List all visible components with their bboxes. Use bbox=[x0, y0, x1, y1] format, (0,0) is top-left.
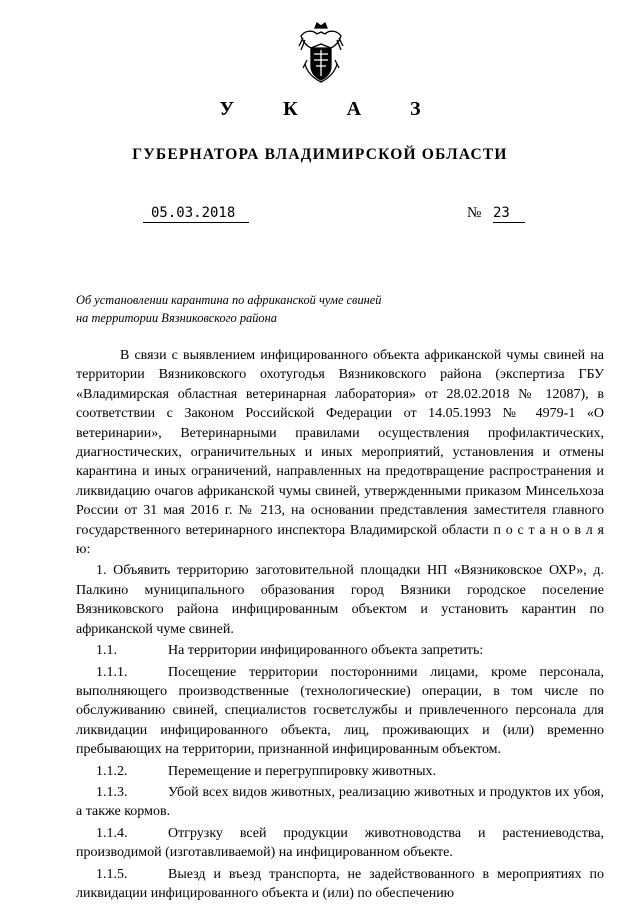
item-1-1-5 bbox=[76, 865, 604, 904]
preamble: В связи с выявлением инфицированного объекта африканской чумы свиней на территории Вязниковского охотугодья Вязниковского района (экспертиза ГБУ «Владимирская областная ветеринарная лаборатория» от 28.02.2018 № 12087), в соответствии с Законом Российской Федерации от 14.05.1993 № 4979-1 «О ветеринарии», Ветеринарными правилами осуществления профилактических, диагностических, ограничительных и иных мероприятий, установления и отмены карантина и иных ограничений, направленных на предотвращение распространения и ликвидацию очагов африканской чумы свиней, утвержденными приказом Минсельхоза России от 31 мая 2016 г. № 213, на основании представления заместителя главного государственного ветеринарного инспектора Владимирской области п о с т а н о в л я ю: bbox=[76, 348, 604, 558]
item-text: Посещение территории посторонними лицами, кроме персонала, выполняющего производственные (технологические) операции, в том числе по обслуживанию свиней, специалистов госветслужбы и привлеченного персонала для ликвидации инфицированного объекта, лиц, проживающих и (или) временно пребывающих на территории, признанной инфицированным объектом. bbox=[76, 664, 604, 758]
item-1-1-2 bbox=[76, 762, 604, 781]
document-subtitle: ГУБЕРНАТОРА ВЛАДИМИРСКОЙ ОБЛАСТИ bbox=[132, 146, 508, 163]
document-body bbox=[76, 346, 604, 903]
item-text: На территории инфицированного объекта запретить: bbox=[168, 643, 484, 659]
item-number: 1.1.1. bbox=[96, 664, 128, 680]
item-number: 1.1.5. bbox=[96, 866, 128, 882]
item-1: 1. Объявить территорию заготовительной площадки НП «Вязниковское ОХР», д. Палкино муниципального образования город Вязники городское поселение Вязниковского района инфицированным объектом и установить карантин по африканской чуме свиней. bbox=[76, 563, 604, 637]
item-text: Выезд и въезд транспорта, не задействованного в мероприятиях по ликвидации инфицированного объекта и (или) по обеспечению bbox=[76, 866, 604, 901]
item-text: Убой всех видов животных, реализацию животных и продуктов их убоя, а также кормов. bbox=[76, 784, 604, 820]
item-1-1-1 bbox=[76, 663, 604, 760]
item-number: 1.1. bbox=[96, 643, 117, 659]
item-1-1-3 bbox=[76, 783, 604, 822]
document-title: У К А З bbox=[219, 98, 443, 120]
document-number: 23 bbox=[493, 205, 525, 223]
coat-of-arms-icon bbox=[295, 20, 347, 84]
item-number: 1.1.4. bbox=[96, 825, 128, 841]
document-number-label: № bbox=[467, 205, 482, 221]
item-1-1 bbox=[76, 641, 604, 660]
item-text: Отгрузку всей продукции животноводства и растениеводства, производимой (изготавливаемой) на инфицированном объекте. bbox=[76, 825, 604, 861]
document-date: 05.03.2018 bbox=[143, 205, 249, 223]
item-1-1-4 bbox=[76, 824, 604, 863]
item-text: Перемещение и перегруппировку животных. bbox=[168, 763, 436, 779]
document-about: Об установлении карантина по африканской чуме свиней на территории Вязниковского района bbox=[76, 293, 382, 325]
item-number: 1.1.2. bbox=[96, 763, 128, 779]
item-number: 1.1.3. bbox=[96, 784, 128, 800]
